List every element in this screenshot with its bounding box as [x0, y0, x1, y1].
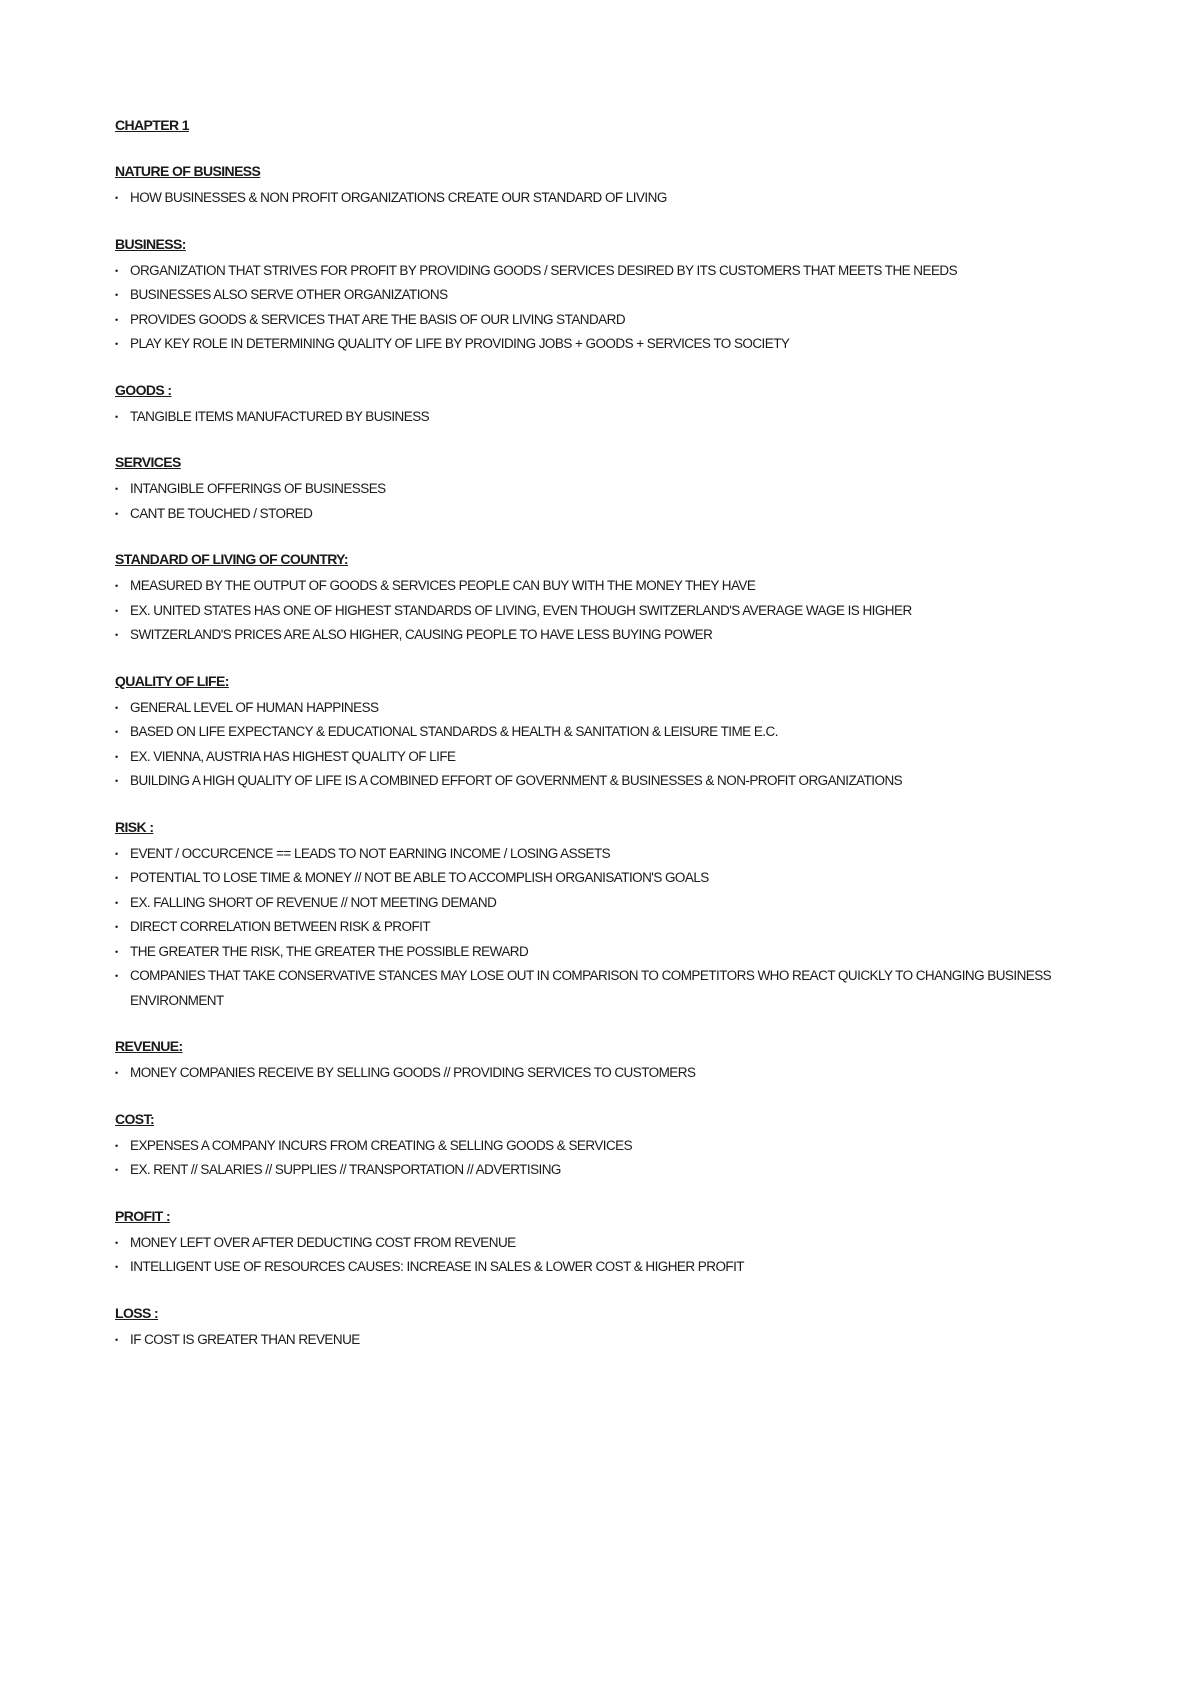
bullet-icon: •: [115, 193, 118, 203]
bullet-list: [115, 1134, 1115, 1183]
bullet-list: [115, 259, 1115, 357]
bullet-icon: •: [115, 751, 118, 762]
section-heading: BUSINESS:: [115, 235, 186, 252]
list-item: [115, 964, 1095, 1013]
bullet-icon: •: [115, 314, 118, 325]
list-item: [115, 1134, 1115, 1159]
list-item: [115, 186, 1115, 211]
bullet-list: [115, 842, 1115, 1014]
list-item-text: BUSINESSES ALSO SERVE OTHER ORGANIZATIONS: [130, 287, 448, 302]
bullet-icon: •: [115, 727, 118, 737]
list-item: [115, 1328, 1115, 1353]
list-item-text: COMPANIES THAT TAKE CONSERVATIVE STANCES MAY LOSE OUT IN COMPARISON TO COMPETITORS WHO REACT QUICKLY TO CHANGING BUSINESS ENVIRONMENT: [130, 968, 1052, 1008]
bullet-icon: •: [115, 484, 118, 494]
list-item: [115, 477, 1115, 502]
bullet-icon: •: [115, 922, 118, 932]
section-heading: GOODS :: [115, 381, 172, 398]
bullet-list: [115, 1231, 1115, 1280]
list-item-text: EX. VIENNA, AUSTRIA HAS HIGHEST QUALITY OF LIFE: [130, 748, 456, 764]
section: [115, 1304, 1115, 1353]
list-item: [115, 259, 1115, 284]
bullet-icon: •: [115, 1237, 118, 1248]
section-heading: LOSS :: [115, 1304, 159, 1321]
list-item: [115, 720, 1115, 745]
list-item-text: POTENTIAL TO LOSE TIME & MONEY // NOT BE ABLE TO ACCOMPLISH ORGANISATION'S GOALS: [130, 870, 709, 885]
bullet-list: [115, 1061, 1115, 1086]
list-item-text: EX. RENT // SALARIES // SUPPLIES // TRANSPORTATION // ADVERTISING: [130, 1162, 561, 1177]
list-item: [115, 502, 1115, 527]
bullet-icon: •: [115, 411, 118, 422]
section: [115, 381, 1115, 430]
list-item: [115, 332, 1115, 357]
section: [115, 162, 1115, 211]
bullet-icon: •: [115, 873, 118, 883]
list-item: [115, 405, 1115, 430]
bullet-icon: •: [115, 1334, 118, 1345]
section-heading: NATURE OF BUSINESS: [115, 163, 261, 179]
bullet-list: [115, 477, 1115, 526]
list-item: [115, 623, 1115, 648]
bullet-icon: •: [115, 630, 118, 640]
list-item: [115, 866, 1115, 891]
bullet-icon: •: [115, 581, 118, 591]
bullet-list: [115, 405, 1115, 430]
section-heading: COST:: [115, 1110, 155, 1127]
list-item-text: TANGIBLE ITEMS MANUFACTURED BY BUSINESS: [130, 408, 430, 424]
section: [115, 1037, 1115, 1086]
list-item: [115, 283, 1115, 308]
list-item: [115, 599, 1115, 624]
bullet-list: [115, 696, 1115, 794]
list-item: [115, 940, 1115, 965]
bullet-icon: •: [115, 1165, 118, 1175]
list-item-text: MONEY COMPANIES RECEIVE BY SELLING GOODS // PROVIDING SERVICES TO CUSTOMERS: [130, 1065, 696, 1080]
list-item-text: EXPENSES A COMPANY INCURS FROM CREATING & SELLING GOODS & SERVICES: [130, 1137, 633, 1153]
list-item-text: IF COST IS GREATER THAN REVENUE: [130, 1331, 360, 1347]
list-item-text: EVENT / OCCURCENCE == LEADS TO NOT EARNING INCOME / LOSING ASSETS: [130, 845, 611, 861]
list-item-text: GENERAL LEVEL OF HUMAN HAPPINESS: [130, 699, 379, 715]
list-item-text: BUILDING A HIGH QUALITY OF LIFE IS A COMBINED EFFORT OF GOVERNMENT & BUSINESSES & NON-PROFIT ORGANIZATIONS: [130, 773, 903, 788]
list-item-text: PROVIDES GOODS & SERVICES THAT ARE THE BASIS OF OUR LIVING STANDARD: [130, 311, 626, 327]
list-item: [115, 1231, 1115, 1256]
bullet-icon: •: [115, 1068, 118, 1078]
sections-container: [115, 162, 1115, 1352]
list-item-text: MEASURED BY THE OUTPUT OF GOODS & SERVICES PEOPLE CAN BUY WITH THE MONEY THEY HAVE: [130, 578, 756, 593]
section: [115, 235, 1115, 357]
list-item-text: SWITZERLAND'S PRICES ARE ALSO HIGHER, CAUSING PEOPLE TO HAVE LESS BUYING POWER: [130, 627, 713, 642]
bullet-icon: •: [115, 1140, 118, 1151]
bullet-icon: •: [115, 605, 118, 616]
section: [115, 672, 1115, 794]
section: [115, 1110, 1115, 1183]
list-item-text: CANT BE TOUCHED / STORED: [130, 505, 313, 521]
list-item-text: HOW BUSINESSES & NON PROFIT ORGANIZATIONS CREATE OUR STANDARD OF LIVING: [130, 190, 667, 205]
list-item-text: MONEY LEFT OVER AFTER DEDUCTING COST FROM REVENUE: [130, 1234, 516, 1250]
list-item-text: EX. UNITED STATES HAS ONE OF HIGHEST STANDARDS OF LIVING, EVEN THOUGH SWITZERLAND'S AVERAGE WAGE IS HIGHER: [130, 602, 912, 618]
bullet-icon: •: [115, 848, 118, 859]
section: [115, 1207, 1115, 1280]
document-page: [115, 116, 1115, 1376]
bullet-icon: •: [115, 946, 118, 957]
bullet-icon: •: [115, 897, 118, 908]
list-item: [115, 842, 1115, 867]
list-item-text: ORGANIZATION THAT STRIVES FOR PROFIT BY PROVIDING GOODS / SERVICES DESIRED BY ITS CUSTOMERS THAT MEETS THE NEEDS: [130, 262, 958, 278]
bullet-list: [115, 1328, 1115, 1353]
section-heading: SERVICES: [115, 454, 181, 470]
list-item: [115, 308, 1115, 333]
section-heading: QUALITY OF LIFE:: [115, 672, 229, 689]
bullet-icon: •: [115, 971, 118, 981]
bullet-icon: •: [115, 1262, 118, 1272]
list-item: [115, 696, 1115, 721]
list-item: [115, 1061, 1115, 1086]
section-heading: PROFIT :: [115, 1207, 171, 1224]
section-heading: RISK :: [115, 818, 154, 835]
list-item-text: EX. FALLING SHORT OF REVENUE // NOT MEETING DEMAND: [130, 894, 497, 910]
list-item-text: THE GREATER THE RISK, THE GREATER THE POSSIBLE REWARD: [130, 943, 529, 959]
list-item: [115, 1255, 1115, 1280]
section: [115, 550, 1115, 648]
section: [115, 453, 1115, 526]
list-item: [115, 745, 1115, 770]
list-item: [115, 891, 1115, 916]
list-item-text: BASED ON LIFE EXPECTANCY & EDUCATIONAL STANDARDS & HEALTH & SANITATION & LEISURE TIME E.C.: [130, 724, 778, 739]
chapter-title: CHAPTER 1: [115, 117, 189, 133]
bullet-list: [115, 186, 1115, 211]
list-item: [115, 574, 1115, 599]
bullet-list: [115, 574, 1115, 648]
bullet-icon: •: [115, 339, 118, 349]
section: [115, 818, 1115, 1014]
list-item: [115, 1158, 1115, 1183]
list-item-text: INTELLIGENT USE OF RESOURCES CAUSES: INCREASE IN SALES & LOWER COST & HIGHER PROFIT: [130, 1259, 744, 1274]
list-item-text: PLAY KEY ROLE IN DETERMINING QUALITY OF LIFE BY PROVIDING JOBS + GOODS + SERVICES TO SOCIETY: [130, 336, 790, 351]
bullet-icon: •: [115, 776, 118, 786]
bullet-icon: •: [115, 508, 118, 519]
list-item-text: DIRECT CORRELATION BETWEEN RISK & PROFIT: [130, 919, 431, 934]
bullet-icon: •: [115, 265, 118, 276]
list-item: [115, 769, 1115, 794]
section-heading: REVENUE:: [115, 1038, 183, 1054]
section-heading: STANDARD OF LIVING OF COUNTRY:: [115, 551, 348, 567]
bullet-icon: •: [115, 290, 118, 300]
bullet-icon: •: [115, 702, 118, 713]
list-item-text: INTANGIBLE OFFERINGS OF BUSINESSES: [130, 481, 386, 496]
list-item: [115, 915, 1115, 940]
